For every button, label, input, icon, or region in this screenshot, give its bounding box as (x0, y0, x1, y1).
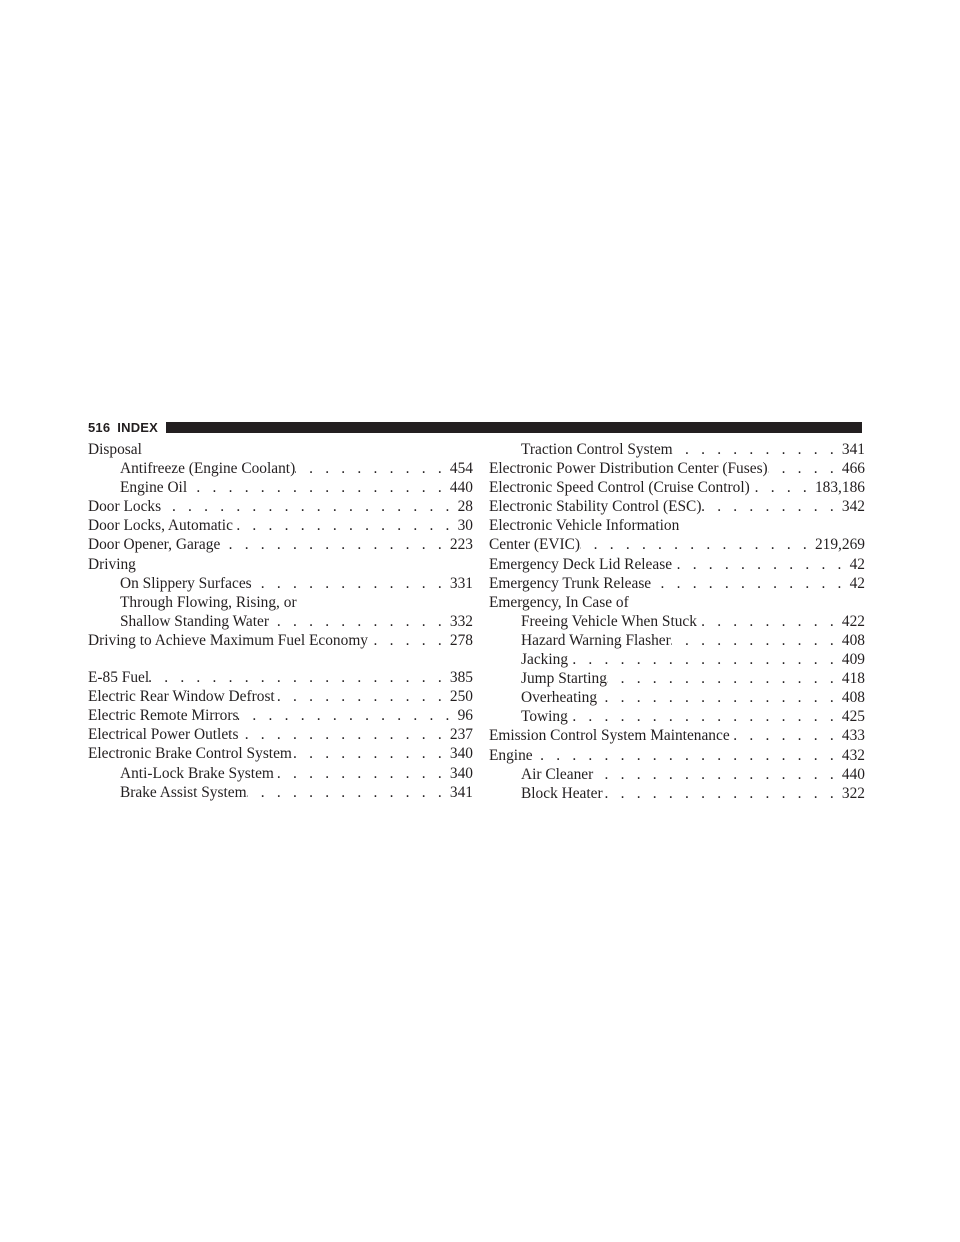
index-entry-page: 408 (841, 631, 865, 649)
dot-leader (292, 744, 450, 763)
index-entry-label: Electronic Brake Control System (88, 745, 292, 763)
index-entry-label: Hazard Warning Flasher (521, 631, 671, 649)
index-entry-page: 454 (449, 460, 473, 478)
dot-leader (275, 687, 450, 706)
index-entry-page: 28 (457, 498, 473, 516)
index-entry (489, 612, 865, 631)
index-entry-label: Through Flowing, Rising, or (120, 593, 297, 611)
index-entry-label: Electronic Power Distribution Center (Fuses) (489, 460, 768, 478)
index-entry-page: 278 (449, 631, 473, 649)
index-entry-label: Engine (489, 746, 533, 764)
dot-leader (247, 783, 450, 802)
index-entry (489, 574, 865, 593)
index-entry-page: 425 (841, 708, 865, 726)
index-entry-page: 96 (457, 707, 473, 725)
index-entry-page: 432 (841, 746, 865, 764)
index-entry-label: Driving (88, 555, 136, 573)
index-entry (88, 725, 473, 744)
dot-leader (730, 726, 842, 745)
index-entry-page: 42 (849, 574, 865, 592)
index-entry-page: 466 (841, 460, 865, 478)
index-entry-page: 219,269 (814, 536, 865, 554)
index-entry-label: Emergency Trunk Release (489, 574, 652, 592)
index-entry-label: Door Opener, Garage (88, 536, 221, 554)
index-entry-label: Towing (521, 708, 568, 726)
dot-leader (697, 612, 842, 631)
index-entry (88, 459, 473, 478)
index-entry-page: 385 (449, 669, 473, 687)
index-entry (88, 783, 473, 802)
index-entry-label: Air Cleaner (521, 765, 594, 783)
index-entry-label: Emergency Deck Lid Release (489, 555, 673, 573)
index-entry-page: 322 (841, 784, 865, 802)
index-entry (489, 669, 865, 688)
index-entry-label: Emission Control System Maintenance (489, 727, 730, 745)
index-entry-page: 341 (841, 441, 865, 458)
dot-leader (252, 574, 450, 593)
index-entry (489, 535, 865, 554)
dot-leader (238, 706, 457, 725)
dot-leader (597, 688, 842, 707)
dot-leader (161, 497, 458, 516)
index-entry-label: Disposal (88, 441, 142, 458)
dot-leader (238, 725, 449, 744)
header-rule (166, 422, 862, 433)
index-entry (88, 574, 473, 593)
index-entry-label: Center (EVIC) (489, 536, 581, 554)
dot-leader (269, 612, 450, 631)
index-column-left (88, 440, 473, 802)
index-entry-page: 342 (841, 498, 865, 516)
index-entry (489, 478, 865, 497)
index-entry (489, 440, 865, 459)
index-entry-label: Shallow Standing Water (120, 612, 269, 630)
index-entry (489, 784, 865, 803)
index-entry (88, 744, 473, 763)
index-entry (489, 555, 865, 574)
dot-leader (295, 459, 450, 478)
index-entry (489, 650, 865, 669)
index-entry-label: Anti-Lock Brake System (120, 764, 274, 782)
dot-leader (672, 555, 850, 574)
index-entry-label: Electronic Speed Control (Cruise Control) (489, 479, 750, 497)
index-entry-page: 237 (449, 726, 473, 744)
index-entry-label: Emergency, In Case of (489, 593, 629, 611)
index-entry (489, 516, 865, 535)
dot-leader (233, 516, 458, 535)
index-entry-label: Electric Rear Window Defrost (88, 688, 275, 706)
index-entry-page: 250 (449, 688, 473, 706)
dot-leader (671, 631, 842, 650)
dot-leader (701, 497, 841, 516)
index-entry (88, 478, 473, 497)
dot-leader (368, 631, 450, 650)
dot-leader (568, 707, 842, 726)
index-entry-page: 42 (849, 555, 865, 573)
index-entry-label: Overheating (521, 689, 598, 707)
index-entry-label: Jump Starting (521, 670, 607, 688)
dot-leader (274, 764, 450, 783)
page-header (88, 417, 862, 437)
index-entry-label: Antifreeze (Engine Coolant) (120, 460, 296, 478)
dot-leader (603, 784, 842, 803)
dot-leader (593, 765, 842, 784)
index-entry-label: Block Heater (521, 784, 603, 802)
dot-leader (220, 535, 450, 554)
index-entry (88, 687, 473, 706)
dot-leader (750, 478, 815, 497)
index-entry-page: 340 (449, 764, 473, 782)
index-entry-page: 332 (449, 612, 473, 630)
section-gap (88, 650, 473, 668)
index-entry-label: Jacking (521, 651, 569, 669)
index-entry-page: 408 (841, 689, 865, 707)
index-entry-page: 183,186 (814, 479, 865, 497)
index-entry-label: E-85 Fuel (88, 669, 150, 687)
index-entry-label: Freeing Vehicle When Stuck (521, 612, 697, 630)
index-entry-page: 223 (449, 536, 473, 554)
index-entry-page: 418 (841, 670, 865, 688)
index-entry (489, 631, 865, 650)
index-entry-label: Electronic Vehicle Information (489, 517, 680, 535)
index-entry (489, 497, 865, 516)
dot-leader (149, 668, 450, 687)
index-entry (88, 440, 473, 459)
index-entry (88, 555, 473, 574)
dot-leader (533, 746, 842, 765)
index-entry (88, 706, 473, 725)
index-entry-label: Engine Oil (120, 479, 188, 497)
index-entry-page: 340 (449, 745, 473, 763)
index-entry (88, 516, 473, 535)
index-entry-page: 30 (457, 517, 473, 535)
index-entry (88, 764, 473, 783)
dot-leader (607, 669, 842, 688)
index-entry (88, 593, 473, 612)
index-entry-page: 440 (449, 479, 473, 497)
index-entry-label: Driving to Achieve Maximum Fuel Economy (88, 631, 368, 649)
index-entry (489, 688, 865, 707)
index-entry (489, 459, 865, 478)
index-entry (88, 497, 473, 516)
index-entry (489, 707, 865, 726)
index-entry-label: Brake Assist System (120, 783, 247, 801)
index-entry (88, 612, 473, 631)
section-title: INDEX (117, 419, 159, 435)
dot-leader (568, 650, 842, 669)
index-entry-label: Electronic Stability Control (ESC) (489, 498, 702, 516)
dot-leader (187, 478, 450, 497)
index-entry-page: 440 (841, 765, 865, 783)
dot-leader (580, 535, 815, 554)
index-entry (88, 535, 473, 554)
index-entry (88, 631, 473, 650)
page-number: 516 (88, 419, 111, 435)
index-entry-label: Traction Control System (521, 441, 673, 458)
index-entry-label: Door Locks, Automatic (88, 517, 233, 535)
index-entry-page: 422 (841, 612, 865, 630)
index-entry (489, 746, 865, 765)
index-entry (489, 765, 865, 784)
dot-leader (768, 459, 842, 478)
index-entry-page: 409 (841, 651, 865, 669)
index-entry-label: Door Locks (88, 498, 162, 516)
index-entry-page: 341 (449, 783, 473, 801)
index-entry (489, 593, 865, 612)
index-entry-label: Electrical Power Outlets (88, 726, 239, 744)
index-entry (88, 668, 473, 687)
index-column-right (489, 440, 865, 803)
dot-leader (651, 574, 849, 593)
dot-leader (673, 440, 842, 459)
index-entry-label: Electric Remote Mirrors (88, 707, 239, 725)
index-entry-label: On Slippery Surfaces (120, 574, 252, 592)
index-entry-page: 433 (841, 727, 865, 745)
index-entry (489, 726, 865, 745)
index-entry-page: 331 (449, 574, 473, 592)
